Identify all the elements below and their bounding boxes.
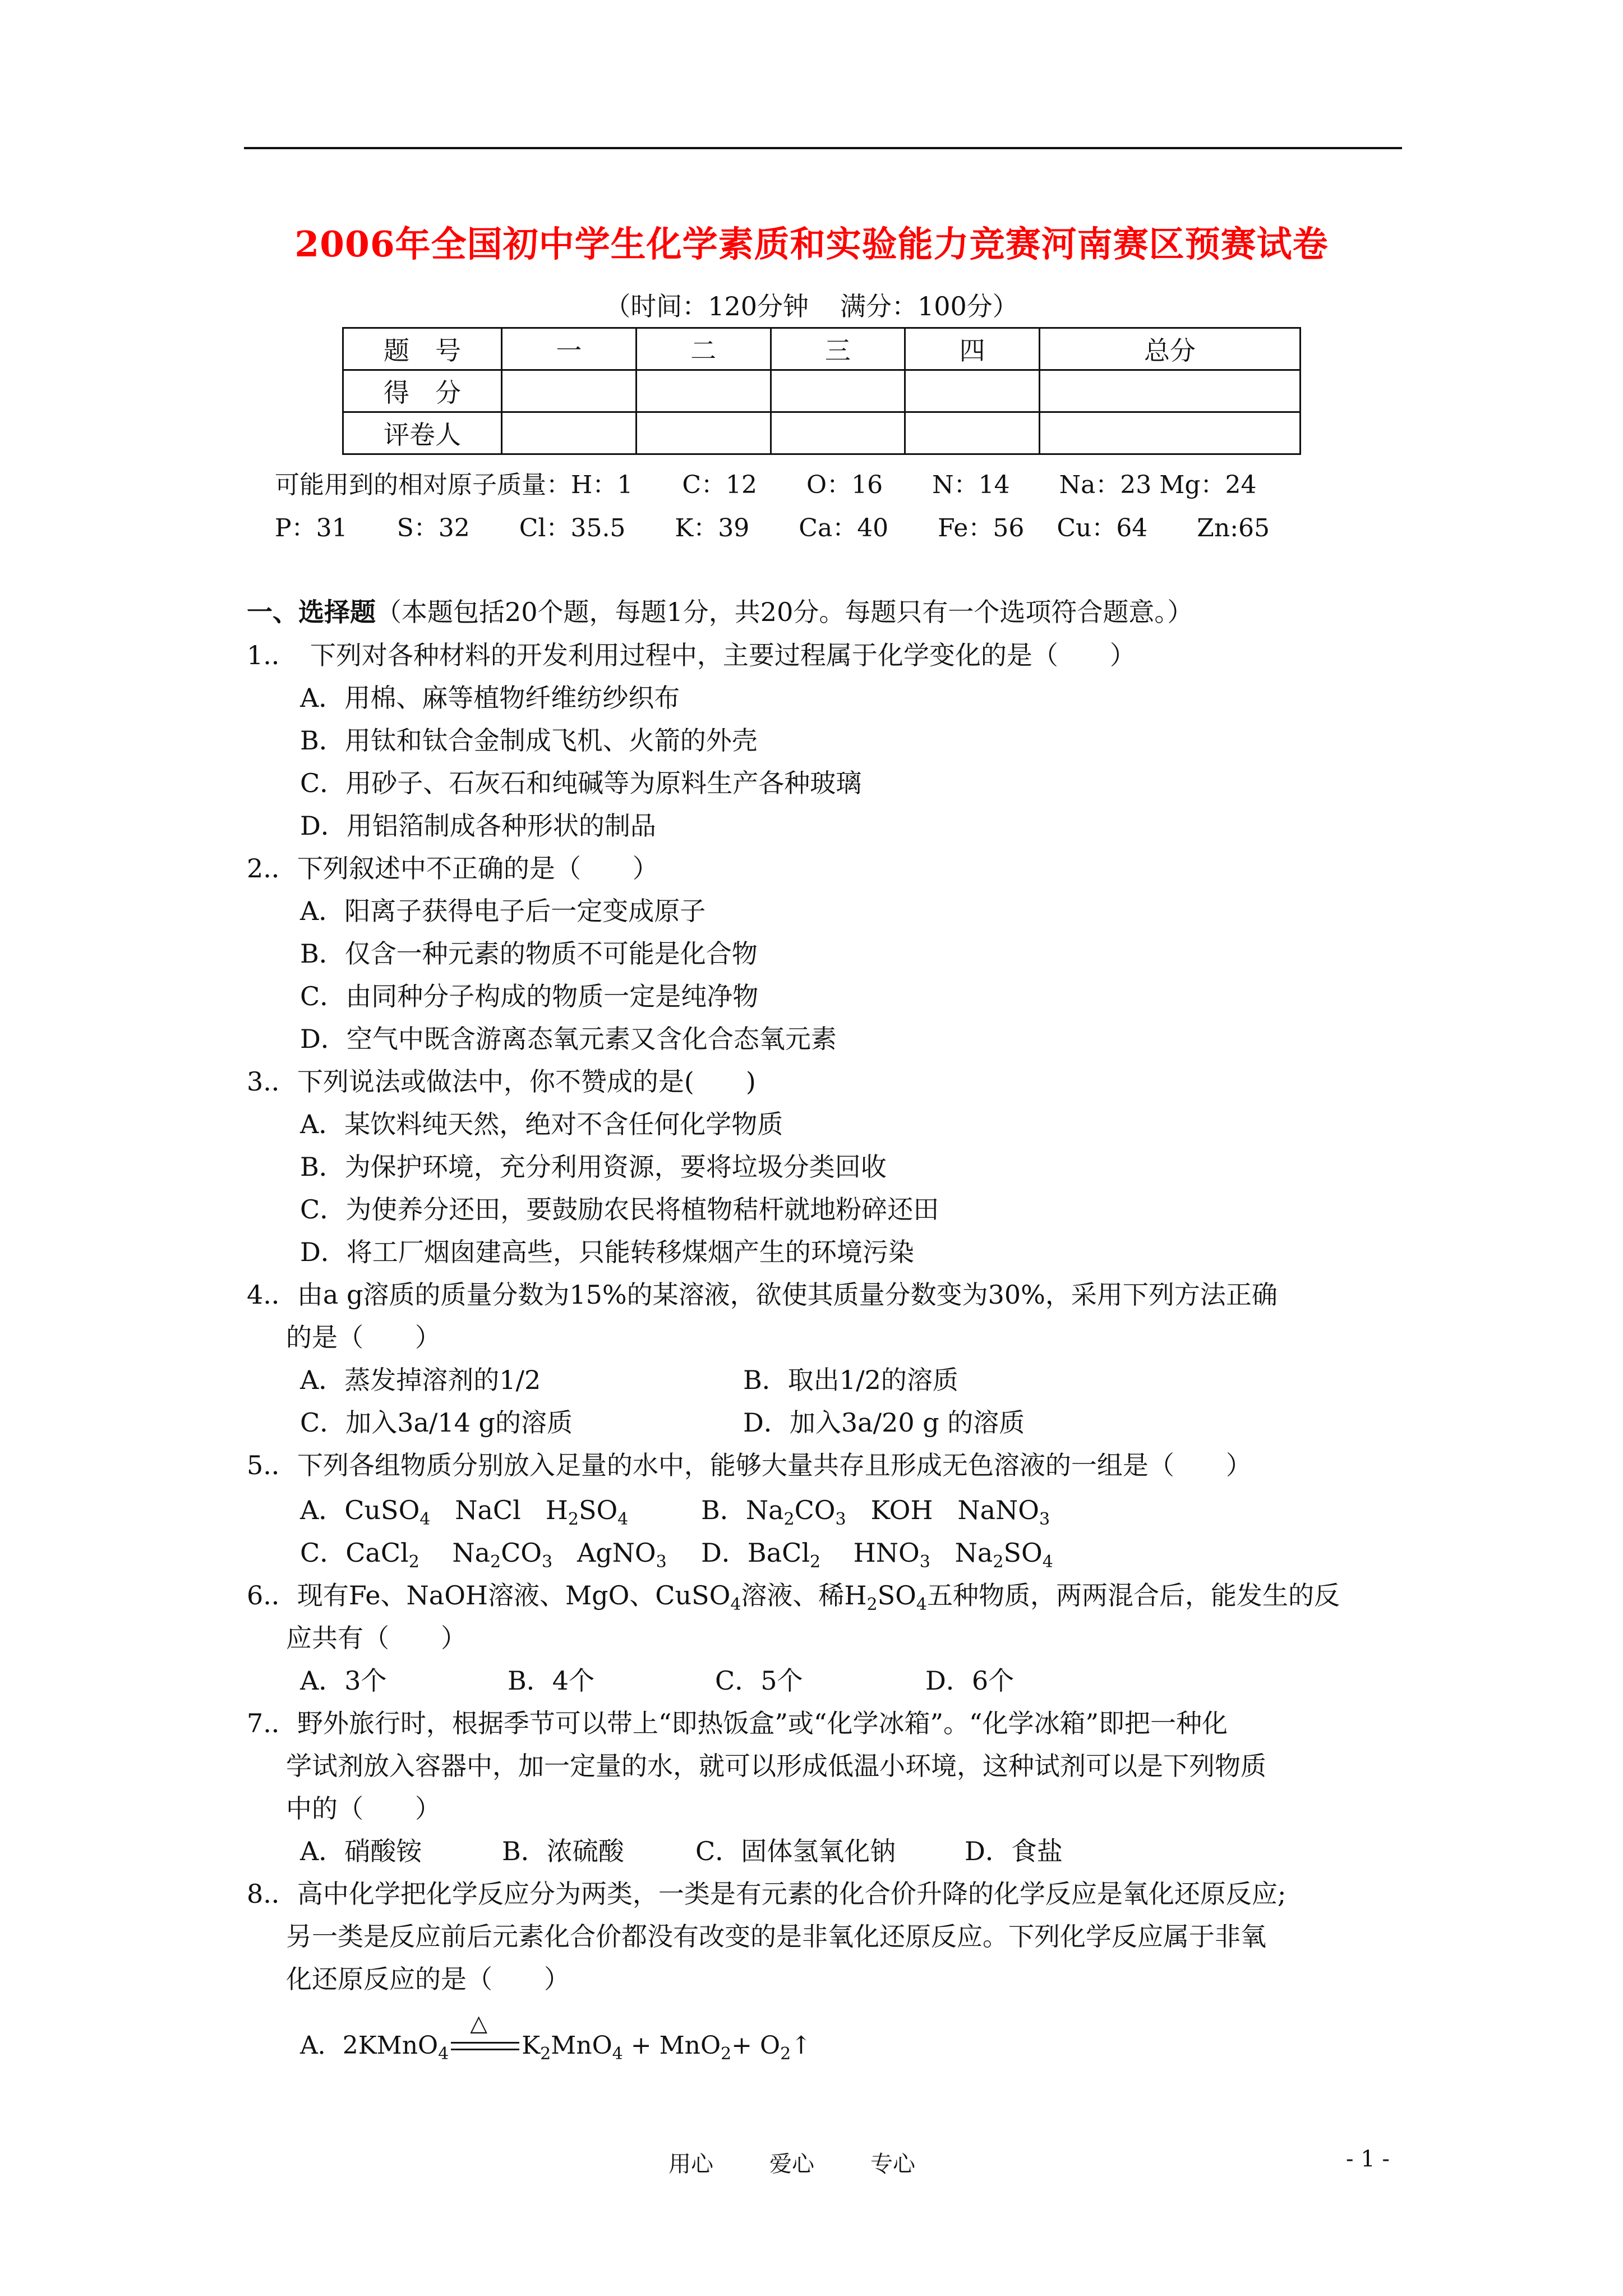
- score-header-cell: 三: [771, 328, 905, 370]
- formula-subscript: 4: [730, 1595, 741, 1614]
- page-title: 2006年全国初中学生化学素质和实验能力竞赛河南赛区预赛试卷: [294, 223, 1329, 265]
- footer-motto-1: 用心: [668, 2151, 713, 2177]
- section-heading: [247, 592, 1193, 629]
- equals-line-bottom: [451, 2049, 519, 2050]
- option-label: D．: [701, 1538, 748, 1568]
- question-number: 3.．: [247, 1066, 297, 1097]
- score-cell: [636, 370, 771, 412]
- score-cell: [771, 370, 905, 412]
- score-cell: [1040, 370, 1301, 412]
- formula-subscript: 2: [721, 2044, 732, 2064]
- formula-subscript: 2: [810, 1552, 821, 1572]
- question-7-continued: 学试剂放入容器中，加一定量的水，就可以形成低温小环境，这种试剂可以是下列物质: [286, 1751, 1266, 1781]
- formula-subscript: 3: [656, 1552, 667, 1572]
- score-table-header-row: [343, 328, 1301, 370]
- q4-option-a: A．蒸发掉溶剂的1/2: [300, 1365, 541, 1395]
- q1-option-d: D．用铝箔制成各种形状的制品: [300, 811, 656, 841]
- question-7-continued: 中的（ ）: [286, 1793, 441, 1824]
- question-number: 4.．: [247, 1280, 297, 1310]
- formula-text: Na: [955, 1538, 993, 1568]
- question-stem: 溶液、稀H: [741, 1580, 867, 1611]
- formula-subscript: 2: [540, 2044, 551, 2064]
- q4-option-d: D．加入3a/20 g 的溶质: [743, 1407, 1025, 1438]
- question-number: 5.．: [247, 1450, 297, 1480]
- formula-subscript: 3: [1039, 1510, 1050, 1529]
- grader-cell: [636, 412, 771, 454]
- grader-cell: [771, 412, 905, 454]
- formula-text: CO: [794, 1495, 836, 1525]
- q5-option-a: [300, 1490, 628, 1527]
- formula-subscript: 4: [438, 2044, 449, 2064]
- q1-option-a: A．用棉、麻等植物纤维纺纱织布: [300, 683, 680, 713]
- question-stem: 下列说法或做法中，你不赞成的是( ): [297, 1066, 756, 1097]
- formula-text: H: [545, 1495, 568, 1525]
- formula-text: HNO: [853, 1538, 920, 1568]
- option-label: B．: [701, 1495, 746, 1525]
- q7-option-c: C．固体氢氧化钠: [695, 1836, 896, 1866]
- grader-row-label: 评卷人: [343, 412, 502, 454]
- section-title: 一、选择题: [247, 597, 376, 627]
- formula-subscript: 4: [617, 1510, 629, 1529]
- q5-option-c: [300, 1533, 667, 1570]
- score-header-cell: 总分: [1040, 328, 1301, 370]
- formula-subscript: 4: [1042, 1552, 1053, 1572]
- option-label: C．: [300, 1538, 346, 1568]
- question-stem: 野外旅行时，根据季节可以带上“即热饭盒”或“化学冰箱”。“化学冰箱”即把一种化: [297, 1708, 1228, 1738]
- score-row-label: 得 分: [343, 370, 502, 412]
- formula-subscript: 3: [542, 1552, 553, 1572]
- question-stem: 高中化学把化学反应分为两类，一类是有元素的化合价升降的化学反应是氧化还原反应;: [297, 1879, 1287, 1909]
- q2-option-c: C．由同种分子构成的物质一定是纯净物: [300, 981, 759, 1011]
- formula-text: CaCl: [345, 1538, 409, 1568]
- q4-option-b: B．取出1/2的溶质: [743, 1365, 958, 1395]
- footer-motto-3: 专心: [870, 2151, 915, 2177]
- question-stem: SO: [877, 1580, 916, 1611]
- time-limit: （时间：120分钟: [605, 291, 809, 321]
- question-6-continued: 应共有（ ）: [286, 1623, 467, 1653]
- heat-reaction-sign: [449, 2010, 522, 2059]
- formula-text: BaCl: [747, 1538, 810, 1568]
- q6-option-d: D．6个: [925, 1665, 1015, 1696]
- formula-text: CO: [501, 1538, 542, 1568]
- question-number: 8.．: [247, 1879, 297, 1909]
- formula-text: SO: [578, 1495, 618, 1525]
- question-8: [247, 1874, 1286, 1911]
- formula-subscript: 2: [780, 2044, 791, 2064]
- formula-subscript: 2: [783, 1510, 795, 1529]
- atomic-mass-line-2: P：31 S：32 Cl：35.5 K：39 Ca：40 Fe：56 Cu：64 Zn:65: [275, 514, 1270, 542]
- question-8-continued: 另一类是反应前后元素化合价都没有改变的是非氧化还原反应。下列化学反应属于非氧: [286, 1921, 1266, 1952]
- formula-text: Na: [745, 1495, 784, 1525]
- formula-text: + O: [731, 2031, 781, 2060]
- header-rule: [244, 147, 1402, 149]
- grader-cell: [905, 412, 1040, 454]
- atomic-mass-line-1: 可能用到的相对原子质量：H：1 C：12 O：16 N：14 Na：23 Mg：24: [275, 471, 1257, 499]
- formula-text: SO: [1003, 1538, 1043, 1568]
- question-number: 2.．: [247, 853, 297, 884]
- q7-option-d: D．食盐: [965, 1836, 1063, 1866]
- score-cell: [502, 370, 637, 412]
- q7-option-b: B．浓硫酸: [502, 1836, 624, 1866]
- question-stem: 现有Fe、NaOH溶液、MgO、CuSO: [297, 1580, 731, 1611]
- formula-subscript: 3: [919, 1552, 930, 1572]
- formula-text: Na: [452, 1538, 491, 1568]
- q3-option-a: A．某饮料纯天然，绝对不含任何化学物质: [300, 1109, 783, 1139]
- equals-line-top: [451, 2042, 519, 2044]
- score-header-cell: 四: [905, 328, 1040, 370]
- formula-subscript: 2: [568, 1510, 579, 1529]
- full-score: 满分：100分）: [840, 291, 1018, 321]
- question-3: [247, 1061, 756, 1098]
- score-header-cell: 一: [502, 328, 637, 370]
- q7-option-a: A．硝酸铵: [300, 1836, 422, 1866]
- score-table: [342, 327, 1301, 455]
- formula-subscript: 4: [419, 1510, 431, 1529]
- q6-option-c: C．5个: [715, 1665, 803, 1696]
- q2-option-d: D．空气中既含游离态氧元素又含化合态氧元素: [300, 1024, 837, 1054]
- question-stem: 五种物质，两两混合后，能发生的反: [926, 1580, 1340, 1611]
- q5-option-d: [701, 1533, 1053, 1570]
- question-stem: 下列对各种材料的开发利用过程中，主要过程属于化学变化的是（ ）: [284, 640, 1136, 670]
- score-header-cell: 二: [636, 328, 771, 370]
- section-description: （本题包括20个题，每题1分，共20分。每题只有一个选项符合题意。）: [376, 597, 1193, 627]
- formula-subscript: 4: [916, 1595, 927, 1614]
- score-cell: [905, 370, 1040, 412]
- formula-text: + MnO: [623, 2031, 721, 2060]
- question-stem: 下列叙述中不正确的是（ ）: [297, 853, 658, 884]
- score-header-cell: 题 号: [343, 328, 502, 370]
- q3-option-c: C．为使养分还田，要鼓励农民将植物秸杆就地粉碎还田: [300, 1194, 939, 1225]
- score-table-row-score: [343, 370, 1301, 412]
- formula-subscript: 2: [490, 1552, 501, 1572]
- up-arrow-icon: ↑: [791, 2031, 812, 2060]
- formula-subscript: 3: [835, 1510, 846, 1529]
- question-6: [247, 1575, 1340, 1612]
- formula-text: MnO: [551, 2031, 612, 2060]
- formula-text: NaNO: [957, 1495, 1039, 1525]
- question-7: [247, 1703, 1228, 1740]
- formula-text: KOH: [870, 1495, 933, 1525]
- q6-option-b: B．4个: [508, 1665, 595, 1696]
- question-number: 1.．: [247, 640, 284, 670]
- heat-triangle-icon: △: [470, 2010, 487, 2036]
- q3-option-b: B．为保护环境，充分利用资源，要将垃圾分类回收: [300, 1152, 887, 1182]
- question-5: [247, 1445, 1252, 1482]
- page-number: - 1 -: [1346, 2146, 1390, 2172]
- question-1: [247, 635, 1136, 672]
- formula-text: K: [522, 2031, 541, 2060]
- question-2: [247, 848, 658, 885]
- grader-cell: [1040, 412, 1301, 454]
- question-stem: 下列各组物质分别放入足量的水中，能够大量共存且形成无色溶液的一组是（ ）: [297, 1450, 1252, 1480]
- q4-option-c: C．加入3a/14 g的溶质: [300, 1407, 573, 1438]
- q2-option-a: A．阳离子获得电子后一定变成原子: [300, 896, 706, 926]
- q2-option-b: B．仅含一种元素的物质不可能是化合物: [300, 938, 758, 969]
- time-and-score-line: [0, 286, 1623, 323]
- formula-text: NaCl: [455, 1495, 521, 1525]
- question-8-continued: 化还原反应的是（ ）: [286, 1964, 570, 1994]
- question-4: [247, 1274, 1278, 1312]
- question-stem: 由a g溶质的质量分数为15%的某溶液，欲使其质量分数变为30%，采用下列方法正确: [297, 1280, 1278, 1310]
- formula-subscript: 2: [993, 1552, 1004, 1572]
- formula-text: AgNO: [577, 1538, 656, 1568]
- option-label: A．: [300, 1495, 345, 1525]
- question-number: 7.．: [247, 1708, 297, 1738]
- q1-option-c: C．用砂子、石灰石和纯碱等为原料生产各种玻璃: [300, 768, 862, 798]
- q1-option-b: B．用钛和钛合金制成飞机、火箭的外壳: [300, 725, 758, 756]
- question-number: 6.．: [247, 1580, 297, 1611]
- q8-option-a-equation: [300, 2010, 812, 2064]
- q3-option-d: D．将工厂烟囱建高些，只能转移煤烟产生的环境污染: [300, 1237, 914, 1267]
- q5-option-b: [701, 1490, 1050, 1527]
- question-4-continued: 的是（ ）: [286, 1322, 441, 1352]
- score-table-row-grader: [343, 412, 1301, 454]
- grader-cell: [502, 412, 637, 454]
- q6-option-a: A．3个: [300, 1665, 387, 1696]
- option-label: A．2KMnO: [300, 2031, 439, 2060]
- formula-text: CuSO: [344, 1495, 420, 1525]
- formula-subscript: 4: [612, 2044, 623, 2064]
- formula-subscript: 2: [408, 1552, 419, 1572]
- formula-subscript: 2: [866, 1595, 878, 1614]
- footer-motto-2: 爱心: [769, 2151, 814, 2177]
